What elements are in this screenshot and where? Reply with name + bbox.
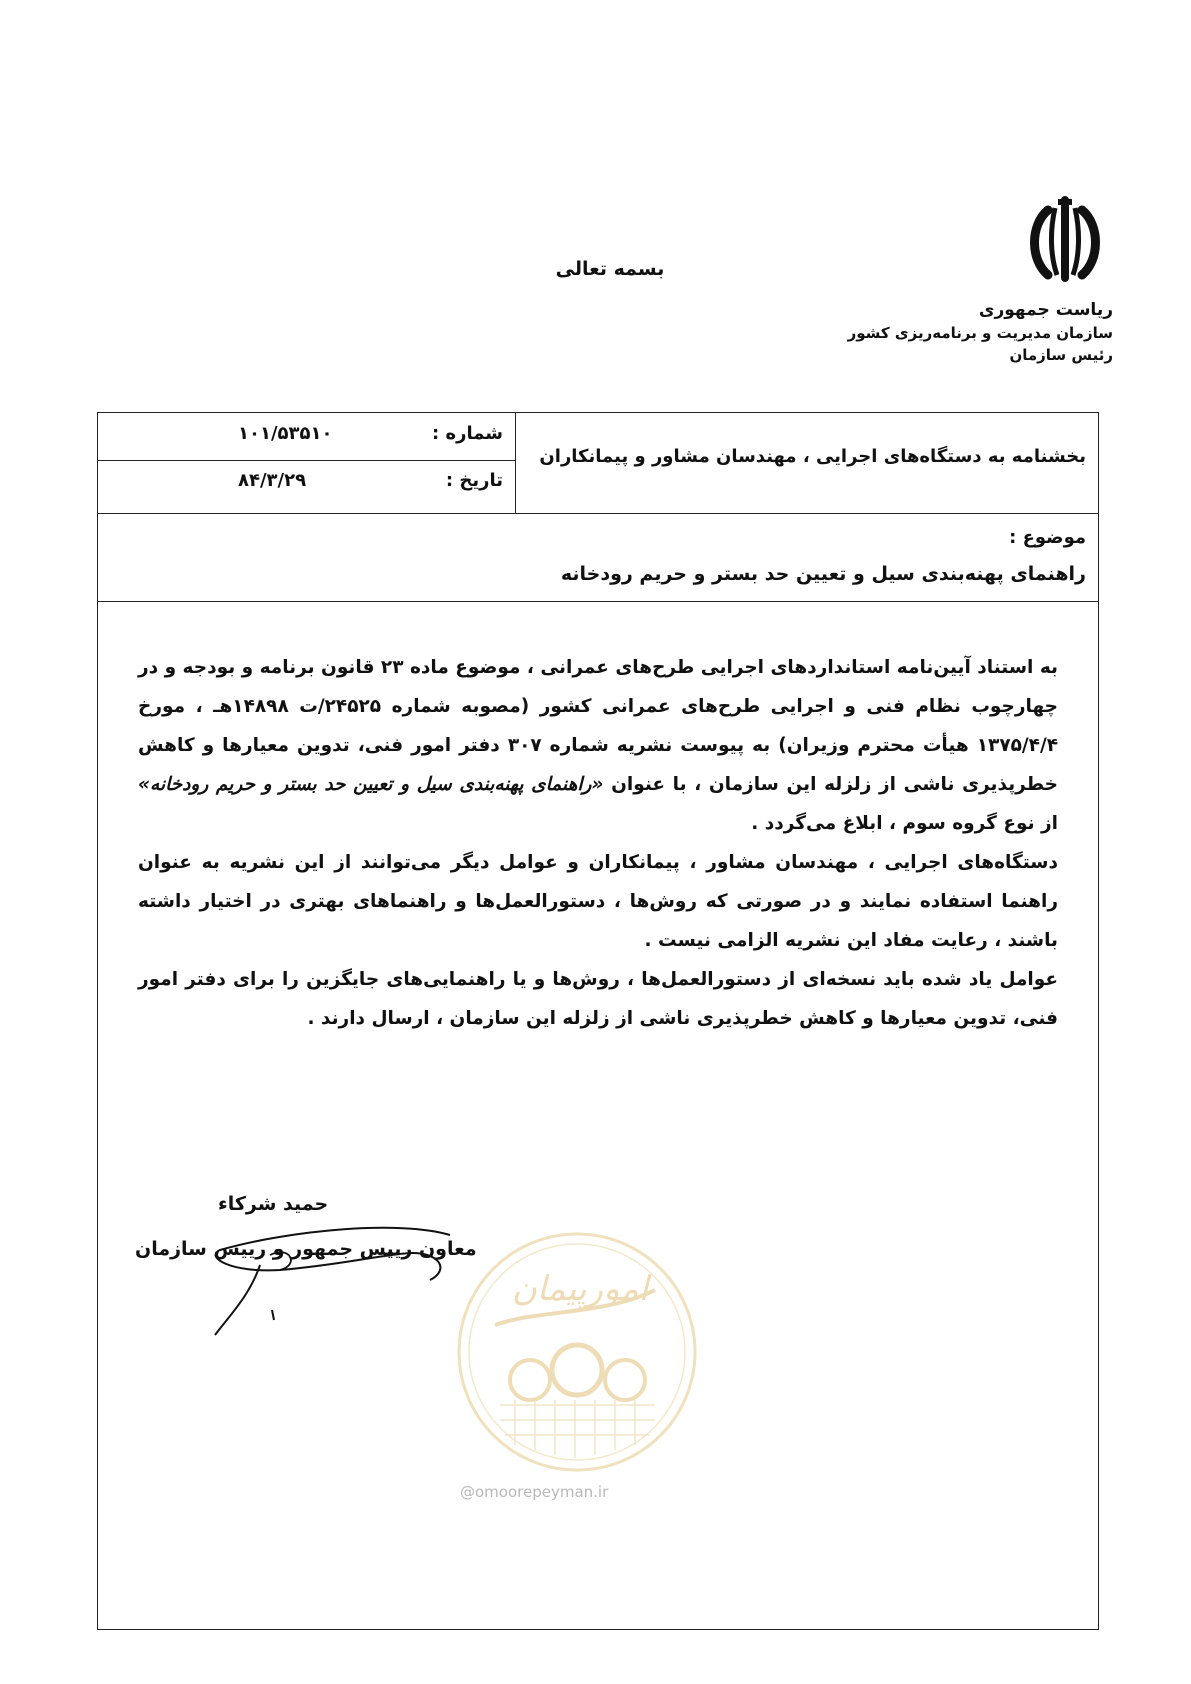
org-line-presidency: ریاست جمهوری [978,300,1113,320]
watermark-stamp-icon [455,1230,700,1475]
signatory-name: حمید شرکاء [218,1193,329,1215]
iran-emblem-icon [1020,190,1110,290]
date-value: ۸۴/۳/۲۹ [238,470,307,491]
org-line-head: رئیس سازمان [1009,346,1113,364]
heading: بسمه تعالی [555,258,665,280]
number-value: ۱۰۱/۵۳۵۱۰ [238,423,333,444]
handwritten-signature [200,1225,460,1345]
organization-block [773,300,1113,364]
body-paragraph-3: عوامل یاد شده باید نسخه‌ای از دستورالعمل‌ها ، روش‌ها و یا راهنمایی‌های جایگزین را برای دفتر امور فنی، تدوین معیارها و کاهش خطرپذیری ناشی از زلزله این سازمان ، ارسال دارند . [138,969,1058,1029]
publication-title: «راهنمای پهنه‌بندی سیل و تعیین حد بستر و حریم رودخانه» [138,774,604,795]
letter-body [138,648,1058,1038]
subject-label: موضوع : [1009,527,1086,548]
date-row [98,460,515,513]
recipients: بخشنامه به دستگاه‌های اجرایی ، مهندسان مشاور و پیمانکاران [539,446,1086,467]
number-row [98,413,515,461]
signatory-title: معاون رییس جمهور و رییس سازمان [135,1238,477,1260]
number-label: شماره : [432,423,503,444]
org-line-organization: سازمان مدیریت و برنامه‌ریزی کشور [847,324,1113,342]
body-p1-part1: به استناد آیین‌نامه استانداردهای اجرایی طرح‌های عمرانی ، موضوع ماده ۲۳ قانون برنامه و بودجه و در چهارچوب نظام فنی و اجرایی طرح‌های عمرانی کشور (مصوبه شماره ۲۴۵۲۵/ت ۱۴۸۹۸هـ ، مورخ ۱۳۷۵/۴/۴ هیأت محترم وزیران) به پیوست نشریه شماره ۳۰۷ دفتر امور فنی، تدوین معیارها و کاهش خطرپذیری ناشی از زلزله این سازمان ، با عنوان [138,657,1059,795]
date-label: تاریخ : [445,470,503,491]
subject-row [98,513,1098,602]
stamp-text: امورپیمان [511,1269,649,1309]
subject-text: راهنمای پهنه‌بندی سیل و تعیین حد بستر و حریم رودخانه [560,563,1086,585]
body-paragraph-1 [138,648,1058,843]
letter-header-row [98,413,1098,514]
number-date-box [98,413,516,513]
watermark-url: @omoorepeyman.ir [460,1483,609,1501]
body-paragraph-2: دستگاه‌های اجرایی ، مهندسان مشاور ، پیمانکاران و عوامل دیگر می‌توانند از این نشریه به عنوان راهنما استفاده نمایند و در صورتی که روش‌ها ، دستورالعمل‌ها و راهنماهای بهتری در اختیار داشته باشند ، رعایت مفاد این نشریه الزامی نیست . [138,852,1058,951]
body-p1-part2: از نوع گروه سوم ، ابلاغ می‌گردد . [751,813,1058,834]
